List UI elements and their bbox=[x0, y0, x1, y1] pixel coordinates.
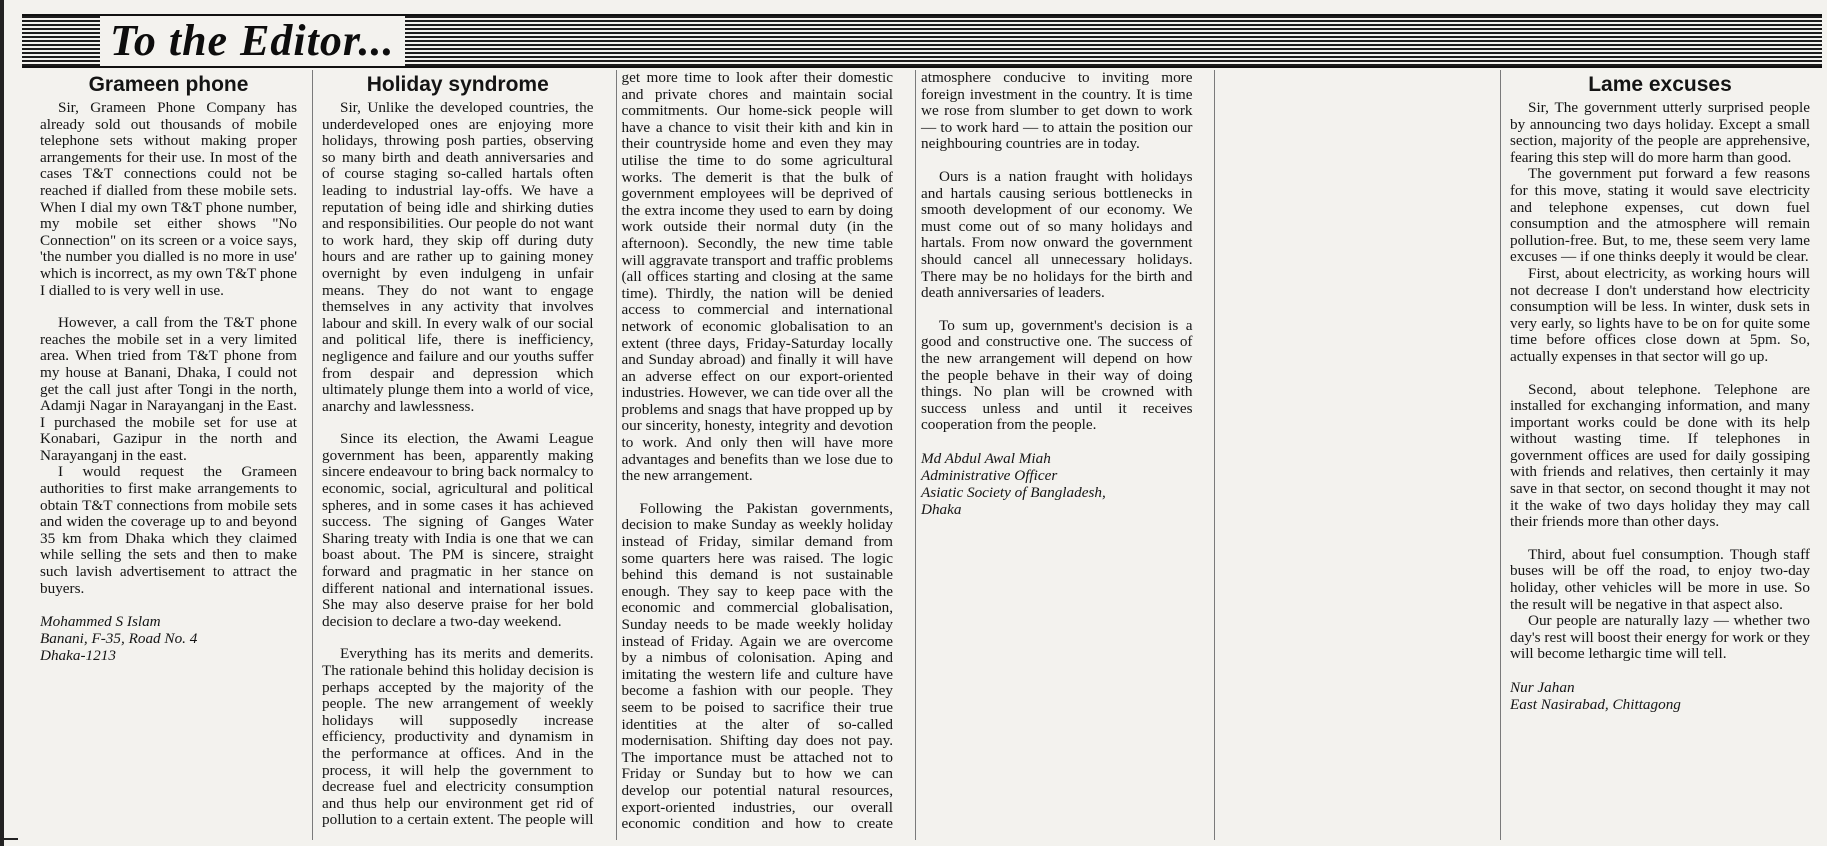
letter-headline: Grameen phone bbox=[88, 73, 249, 96]
letter-paragraph: Our people are naturally lazy — whether two day's rest will boost their energy for work or they will become lethargic time will tell. bbox=[1510, 612, 1810, 663]
letter-paragraph: The government put forward a few reasons for this move, stating it would save electricity and telephone expenses, cut down fuel consumption and the atmosphere will remain pollution-free. But, to me, these seem very lame excuses — if one thinks deeply it would be clear. bbox=[1510, 165, 1810, 266]
letter-paragraph: However, a call from the T&T phone reaches the mobile set in a very limited area. When tried from T&T phone from my house at Banani, Dhaka, I could not get the call just after Tongi in the north, Adamji Nagar in Narayanganj in the East. I purchased the mobile set for use at Konabari, Gazipur in the north and Narayanganj in the east. bbox=[40, 314, 297, 464]
letter-paragraph: Ours is a nation fraught with holidays and hartals causing serious bottlenecks in smooth development of our economy. We must come out of so many holidays and hartals. From now onward the government should cancel all unnecessary holidays. There may be no holidays for the birth and death anniversaries of leaders. bbox=[921, 167, 1193, 302]
signature-line: Asiatic Society of Bangladesh, bbox=[921, 483, 1106, 501]
letter-paragraph: Sir, Grameen Phone Company has already sold out thousands of mobile telephone sets without making proper arrangements for their use. In most of the cases T&T connections could not be reached if dialled from these mobile sets. When I dial my own T&T phone number, my mobile set either shows "No Connection" on its screen or a voice says, 'the number you dialled is no more in use' which is incorrect, as my own T&T phone I dialled to is very well in use. bbox=[40, 99, 297, 299]
column-rule bbox=[616, 70, 617, 840]
holiday-syndrome-columns bbox=[322, 70, 1492, 840]
column-rule bbox=[312, 70, 313, 840]
letter-paragraph: Following the Pakistan governments, decision to make Sunday as weekly holiday instead of Friday, similar demand from some quarters here was raised. The logic behind this demand is not sustainable enough. They say to keep pace with the economic and commercial globalisation, Sunday needs to be made weekly holiday instead of Friday. Again we are overcome by a nimbus of colonisation. Aping and imitating the western life and culture have become a fashion with our people. They seem to be poised to sacrifice their true identities at the alter of so-called modernisation. Shifting day does not pay. The importance must be attached not to Friday or Sunday but to how we can develop our potential natural resources, export-oriented industries, our overall economic condition and how to create atmosphere conducive to inviting more foreign investment in the country. It is time we rose from slumber to get down to work — to work hard — to attain the position our neighbouring countries are in today. bbox=[621, 70, 1193, 833]
column-rule bbox=[1500, 70, 1501, 840]
signature-line: Mohammed S Islam bbox=[40, 613, 161, 631]
column-rule bbox=[915, 70, 916, 840]
section-title: To the Editor... bbox=[100, 16, 405, 66]
corner-tick bbox=[4, 838, 18, 840]
letter-paragraph: Third, about fuel consumption. Though staff buses will be off the road, to enjoy two-day holiday, other vehicles will be more in use. So the result will be negative in that aspect also. bbox=[1510, 545, 1810, 613]
letter-headline: Holiday syndrome bbox=[366, 73, 549, 96]
signature-line: Md Abdul Awal Miah bbox=[921, 449, 1051, 467]
signature-line: Dhaka bbox=[921, 500, 962, 518]
letter-headline: Lame excuses bbox=[1588, 73, 1732, 96]
signature-line: Banani, F-35, Road No. 4 bbox=[40, 630, 198, 648]
signature-line: Administrative Officer bbox=[921, 466, 1058, 484]
letter-paragraph: First, about electricity, as working hours will not decrease I don't understand how electricity consumption will be less. In winter, dusk sets in very early, so lights have to be on for quite some time before offices close down at 5pm. So, actually expenses in that sector will go up. bbox=[1510, 264, 1810, 365]
letter-signature bbox=[40, 613, 297, 664]
letter-paragraph: I would request the Grameen authorities to first make arrangements to obtain T&T connections from mobile sets and widen the coverage up to and beyond 35 km from Dhaka which they claimed while selling the sets and then to make such lavish advertisement to attract the buyers. bbox=[40, 463, 297, 597]
letter-paragraph: Sir, The government utterly surprised people by announcing two days holiday. Except a small section, majority of the people are apprehensive, fearing this step will do more harm than good. bbox=[1510, 99, 1810, 166]
letter-paragraph: Since its election, the Awami League government has been, apparently making sincere endeavour to bring back normalcy to economic, social, agricultural and political spheres, and in some cases it has achieved success. The signing of Ganges Water Sharing treaty with India is one that we can boast about. The PM is sincere, straight forward and pragmatic in her stance on different national and international issues. She may also deserve praise for her bold decision to declare a two-day weekend. bbox=[322, 430, 594, 630]
letter-paragraph: Everything has its merits and demerits. The rationale behind this holiday decision is perhaps accepted by the majority of the people. The new arrangement of weekly holidays will supposedly increase efficiency, productivity and dynamism in the performance at offices. And in the process, it will help the government to decrease fuel and electricity consumption and thus help our environment get rid of pollution to a certain extent. The people will get more time to look after their domestic and private chores and maintain social commitments. Our home-sick people will have a chance to visit their kith and kin in their countryside home and even they may utilise the time to do some agricultural works. The demerit is that the bulk of government employees will be deprived of the extra income they used to earn by doing work outside their normal duty (in the afternoon). Secondly, the new time table will aggravate transport and traffic problems (all offices starting and closing at the same time). Thirdly, the nation will be denied access to commercial and international network of economic globalisation to an extent (three days, Friday-Saturday locally and Sunday abroad) and finally it will have an adverse effect on our export-oriented industries. However, we can tide over all the problems and snags that have propped up by our sincerity, honesty, integrity and devotion to work. And only then will have more advantages and benefits than we lose due to the new arrangement. bbox=[322, 70, 893, 829]
letter-paragraph: Sir, Unlike the developed countries, the underdeveloped ones are enjoying more holidays, throwing posh parties, observing so many birth and death anniversaries and of course staging so-called hartals often leading to industrial lay-offs. We have a reputation of being idle and shirking duties and responsibilities. Our people do not want to work hard, they skip off during duty hours and are rather up to gaining money overnight by even indulgeng in unfair means. They do not want to engage themselves in any activity that involves labour and skill. In every walk of our social and political life, there is inefficiency, negligence and failure and our youths suffer from despair and depression which ultimately plunge them into a world of vice, anarchy and lawlessness. bbox=[322, 99, 594, 415]
left-edge-bar bbox=[0, 0, 4, 846]
letter-paragraph: To sum up, government's decision is a good and constructive one. The success of the new arrangement will depend on how the people behave in their way of doing things. No plan will be crowned with success unless and until it receives cooperation from the people. bbox=[921, 316, 1193, 434]
signature-line: Dhaka-1213 bbox=[40, 647, 116, 665]
masthead-banner bbox=[22, 14, 1822, 68]
column-1 bbox=[40, 70, 297, 840]
signature-line: Nur Jahan bbox=[1510, 679, 1575, 696]
column-6 bbox=[1510, 70, 1810, 840]
signature-line: East Nasirabad, Chittagong bbox=[1510, 696, 1681, 713]
letter-signature bbox=[921, 450, 1193, 518]
column-rule bbox=[1214, 70, 1215, 840]
letter-signature bbox=[1510, 679, 1810, 713]
letter-paragraph: Second, about telephone. Telephone are installed for exchanging information, and many important works could be done with its help without wasting time. If telephones in government offices are used for daily gossiping with friends and relatives, then certainly it may save in that sector, on second thought it may not it the wake of two days holiday they may call their friends more than other days. bbox=[1510, 380, 1810, 531]
